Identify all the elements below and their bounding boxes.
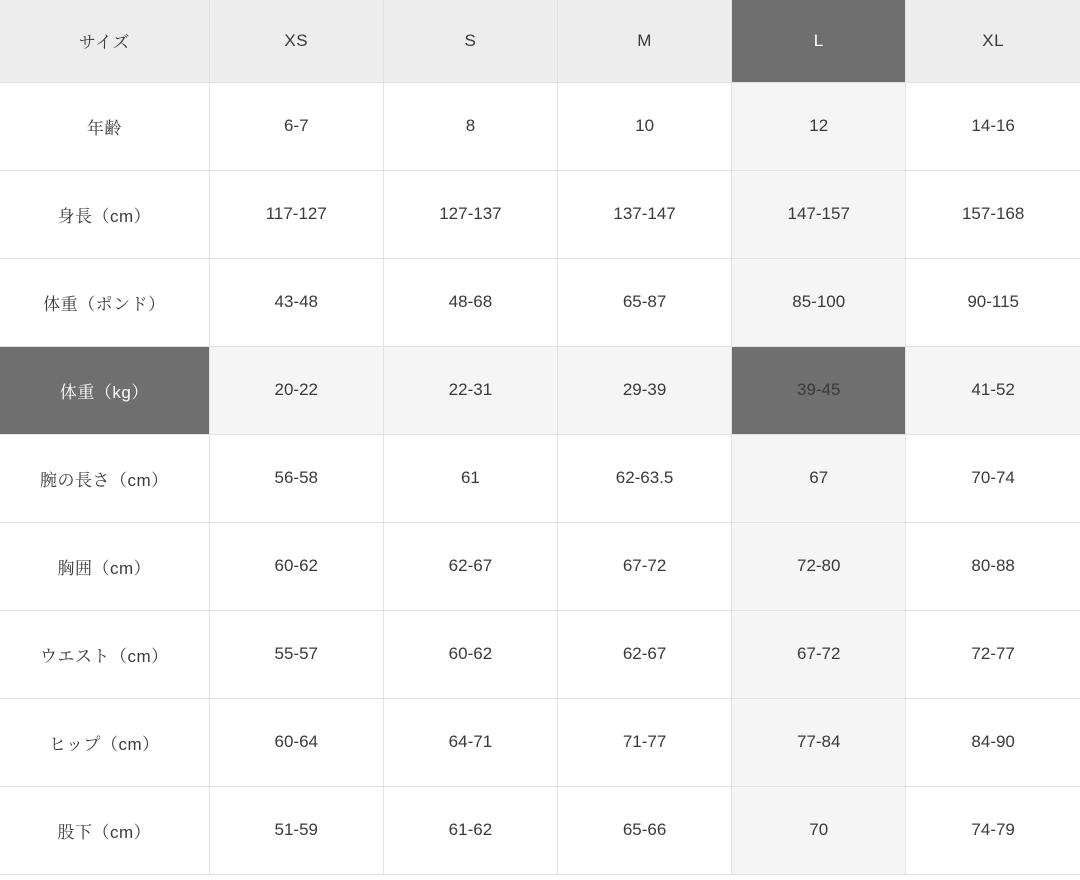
- cell-weight-kg-l: 39-45: [732, 346, 906, 434]
- header-cell-xl: XL: [906, 0, 1080, 82]
- cell-height-l: 147-157: [732, 170, 906, 258]
- cell-sleeve-l: 67: [732, 434, 906, 522]
- header-cell-xs: XS: [209, 0, 383, 82]
- cell-inseam-l: 70: [732, 786, 906, 874]
- cell-hip-xl: 84-90: [906, 698, 1080, 786]
- cell-sleeve-xs: 56-58: [209, 434, 383, 522]
- cell-age-s: 8: [383, 82, 557, 170]
- table-row: [0, 522, 1080, 610]
- header-cell-l: L: [732, 0, 906, 82]
- cell-age-m: 10: [558, 82, 732, 170]
- cell-chest-l: 72-80: [732, 522, 906, 610]
- table-row: [0, 434, 1080, 522]
- cell-weight-lb-s: 48-68: [383, 258, 557, 346]
- cell-chest-xl: 80-88: [906, 522, 1080, 610]
- size-chart-body: [0, 82, 1080, 874]
- cell-hip-m: 71-77: [558, 698, 732, 786]
- row-label-waist: ウエスト（cm）: [0, 610, 209, 698]
- cell-hip-l: 77-84: [732, 698, 906, 786]
- header-cell-s: S: [383, 0, 557, 82]
- cell-inseam-m: 65-66: [558, 786, 732, 874]
- cell-inseam-s: 61-62: [383, 786, 557, 874]
- table-row: [0, 82, 1080, 170]
- cell-chest-xs: 60-62: [209, 522, 383, 610]
- cell-weight-kg-xl: 41-52: [906, 346, 1080, 434]
- cell-height-xl: 157-168: [906, 170, 1080, 258]
- row-label-inseam: 股下（cm）: [0, 786, 209, 874]
- cell-weight-lb-xs: 43-48: [209, 258, 383, 346]
- table-row: [0, 786, 1080, 874]
- cell-height-s: 127-137: [383, 170, 557, 258]
- cell-inseam-xs: 51-59: [209, 786, 383, 874]
- cell-age-xl: 14-16: [906, 82, 1080, 170]
- table-row: [0, 170, 1080, 258]
- row-label-age: 年齢: [0, 82, 209, 170]
- cell-weight-lb-l: 85-100: [732, 258, 906, 346]
- cell-age-l: 12: [732, 82, 906, 170]
- cell-weight-lb-m: 65-87: [558, 258, 732, 346]
- cell-height-m: 137-147: [558, 170, 732, 258]
- header-cell-measurement: サイズ: [0, 0, 209, 82]
- table-row: [0, 258, 1080, 346]
- cell-waist-xs: 55-57: [209, 610, 383, 698]
- header-cell-m: M: [558, 0, 732, 82]
- cell-chest-s: 62-67: [383, 522, 557, 610]
- row-label-chest: 胸囲（cm）: [0, 522, 209, 610]
- cell-weight-kg-m: 29-39: [558, 346, 732, 434]
- cell-height-xs: 117-127: [209, 170, 383, 258]
- size-chart-header: [0, 0, 1080, 82]
- cell-waist-m: 62-67: [558, 610, 732, 698]
- header-row: [0, 0, 1080, 82]
- cell-hip-xs: 60-64: [209, 698, 383, 786]
- row-label-weight-lb: 体重（ポンド）: [0, 258, 209, 346]
- cell-age-xs: 6-7: [209, 82, 383, 170]
- table-row: [0, 698, 1080, 786]
- cell-waist-xl: 72-77: [906, 610, 1080, 698]
- table-row-highlighted: [0, 346, 1080, 434]
- cell-inseam-xl: 74-79: [906, 786, 1080, 874]
- row-label-weight-kg: 体重（kg）: [0, 346, 209, 434]
- cell-sleeve-xl: 70-74: [906, 434, 1080, 522]
- table-row: [0, 610, 1080, 698]
- row-label-sleeve: 腕の長さ（cm）: [0, 434, 209, 522]
- cell-chest-m: 67-72: [558, 522, 732, 610]
- row-label-height: 身長（cm）: [0, 170, 209, 258]
- cell-sleeve-s: 61: [383, 434, 557, 522]
- cell-hip-s: 64-71: [383, 698, 557, 786]
- cell-weight-kg-xs: 20-22: [209, 346, 383, 434]
- cell-waist-l: 67-72: [732, 610, 906, 698]
- cell-waist-s: 60-62: [383, 610, 557, 698]
- row-label-hip: ヒップ（cm）: [0, 698, 209, 786]
- cell-weight-kg-s: 22-31: [383, 346, 557, 434]
- cell-sleeve-m: 62-63.5: [558, 434, 732, 522]
- cell-weight-lb-xl: 90-115: [906, 258, 1080, 346]
